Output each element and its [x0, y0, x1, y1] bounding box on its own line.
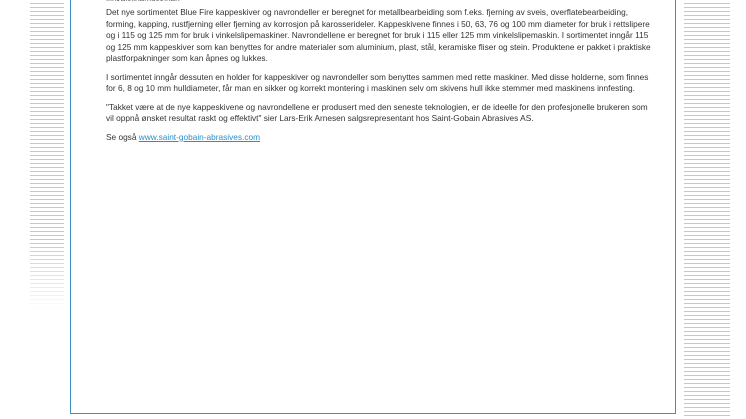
left-margin-fade — [30, 240, 64, 312]
paragraph-product-range: Det nye sortimentet Blue Fire kappeskiver og navrondeller er beregnet for metallbearbeiding som f.eks. fjerning av sveis, overflatebearbeiding, forming, kapping, rustfjerning eller fjerning av korrosjon på karosserideler. Kappeskivene finnes i 50, 63, 76 og 100 mm diameter for bruk i rettslipere og i 115 og 125 mm for bruk i vinkelslipemaskiner. Navrondellene er beregnet for bruk i 115 eller 125 mm vinkelslipemaskin. I sortimentet inngår 115 og 125 mm kappeskiver som kan benyttes for andre materialer som aluminium, plast, stål, keramiske fliser og stein. Produktene er pakket i praktiske plastforpakninger som kan åpnes og lukkes. — [106, 7, 651, 63]
document-page — [70, 0, 676, 414]
see-also-prefix: Se også — [106, 131, 139, 142]
cut-off-line — [106, 0, 651, 1]
right-margin-decoration — [684, 0, 730, 419]
website-link[interactable]: www.saint-gobain-abrasives.com — [138, 131, 261, 142]
see-also-line — [106, 132, 651, 144]
article-body — [106, 0, 651, 150]
paragraph-holder: I sortimentet inngår dessuten en holder for kappeskiver og navrondeller som benyttes sammen med rette maskiner. Med disse holderne, som finnes for 6, 8 og 10 mm hulldiameter, får man en sikker og korrekt montering i maskinen selv om skivens hull ikke stemmer med maskinens innfesting. — [106, 71, 649, 93]
paragraph-quote: "Takket være at de nye kappeskivene og navrondellene er produsert med den seneste teknologien, er de ideelle for den profesjonelle brukeren som vil oppnå ønsket resultat raskt og effektivt" sier Lars-Erik Arnesen salgsrepresentant hos Saint-Gobain Abrasives AS. — [106, 101, 648, 123]
